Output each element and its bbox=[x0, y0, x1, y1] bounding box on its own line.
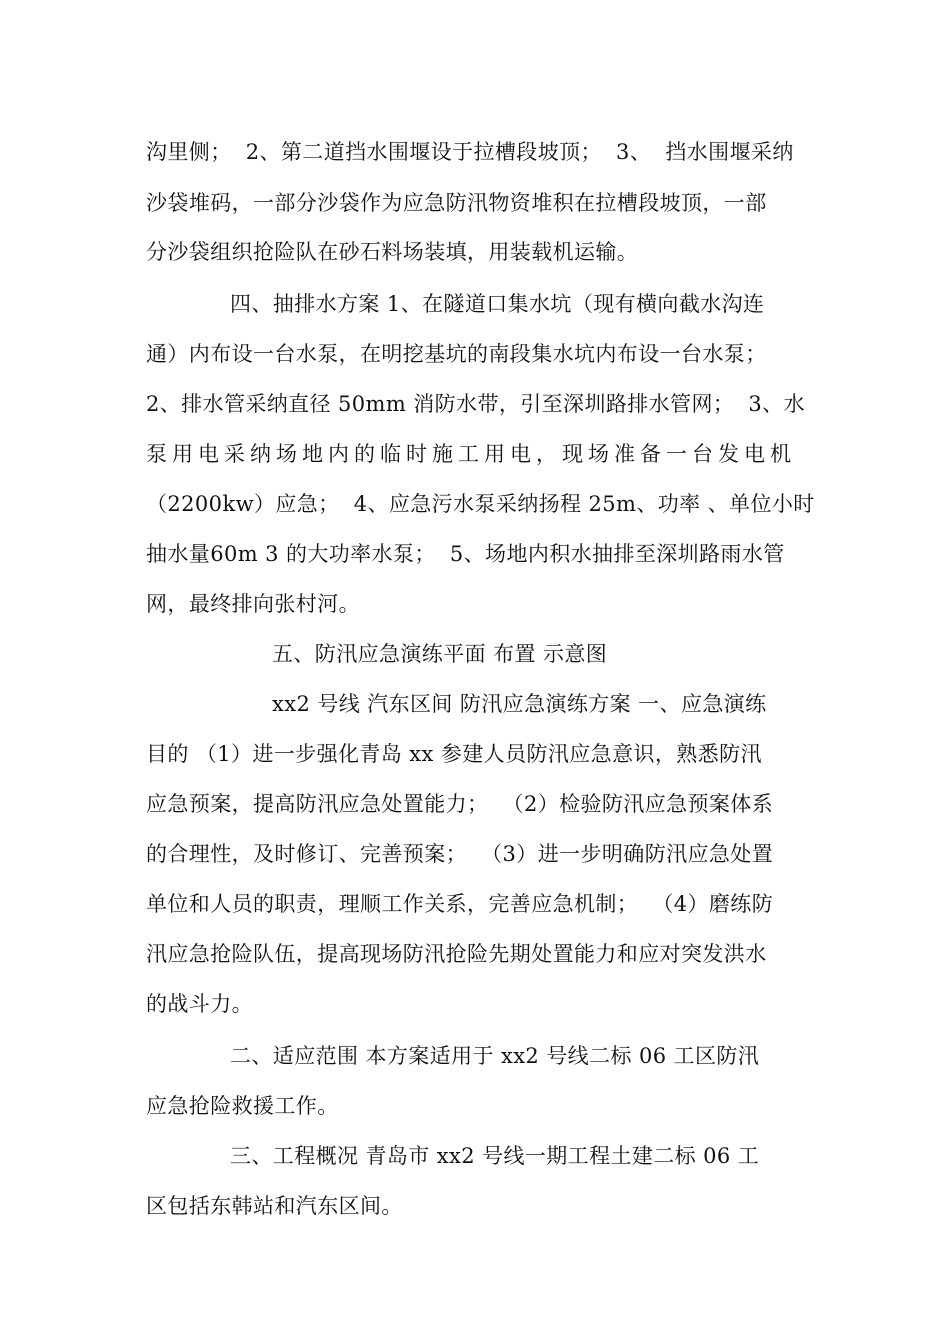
text-line: 区包括东韩站和汽东区间。 bbox=[146, 1194, 403, 1218]
text-line: （2200kw）应急； 4、应急污水泵采纳扬程 25m、功率 、单位小时 bbox=[146, 492, 815, 516]
text-line: 应急预案，提高防汛应急处置能力； （2）检验防汛应急预案体系 bbox=[146, 792, 774, 816]
text-line: 汛应急抢险队伍，提高现场防汛抢险先期处置能力和应对突发洪水 bbox=[146, 942, 767, 966]
text-line: 泵用电采纳场地内的临时施工用电，现场准备一台发电机 bbox=[146, 442, 796, 466]
text-line: 分沙袋组织抢险队在砂石料场装填，用装载机运输。 bbox=[146, 240, 639, 264]
text-line: 沟里侧； 2、第二道挡水围堰设于拉槽段坡顶； 3、 挡水围堰采纳 bbox=[146, 140, 794, 164]
text-line: 的战斗力。 bbox=[146, 992, 253, 1016]
section-heading: 四、抽排水方案 1、在隧道口集水坑（现有横向截水沟连 bbox=[230, 292, 765, 316]
text-line: 沙袋堆码，一部分沙袋作为应急防汛物资堆积在拉槽段坡顶，一部 bbox=[146, 191, 767, 215]
text-line: 通）内布设一台水泵，在明挖基坑的南段集水坑内布设一台水泵； bbox=[146, 342, 767, 366]
section-heading: xx2 号线 汽东区间 防汛应急演练方案 一、应急演练 bbox=[272, 692, 767, 716]
text-line: 网，最终排向张村河。 bbox=[146, 592, 360, 616]
text-line: 单位和人员的职责，理顺工作关系，完善应急机制； （4）磨练防 bbox=[146, 892, 774, 916]
text-line: 应急抢险救援工作。 bbox=[146, 1094, 339, 1118]
section-heading: 五、防汛应急演练平面 布置 示意图 bbox=[272, 642, 608, 666]
text-line: 2、排水管采纳直径 50mm 消防水带，引至深圳路排水管网； 3、水 bbox=[146, 392, 805, 416]
section-heading: 三、工程概况 青岛市 xx2 号线一期工程土建二标 06 工 bbox=[230, 1144, 760, 1168]
section-heading: 二、适应范围 本方案适用于 xx2 号线二标 06 工区防汛 bbox=[230, 1044, 760, 1068]
text-line: 抽水量60m 3 的大功率水泵； 5、场地内积水抽排至深圳路雨水管 bbox=[146, 542, 785, 566]
text-line: 目的 （1）进一步强化青岛 xx 参建人员防汛应急意识，熟悉防汛 bbox=[146, 742, 762, 766]
text-line: 的合理性，及时修订、完善预案； （3）进一步明确防汛应急处置 bbox=[146, 842, 774, 866]
